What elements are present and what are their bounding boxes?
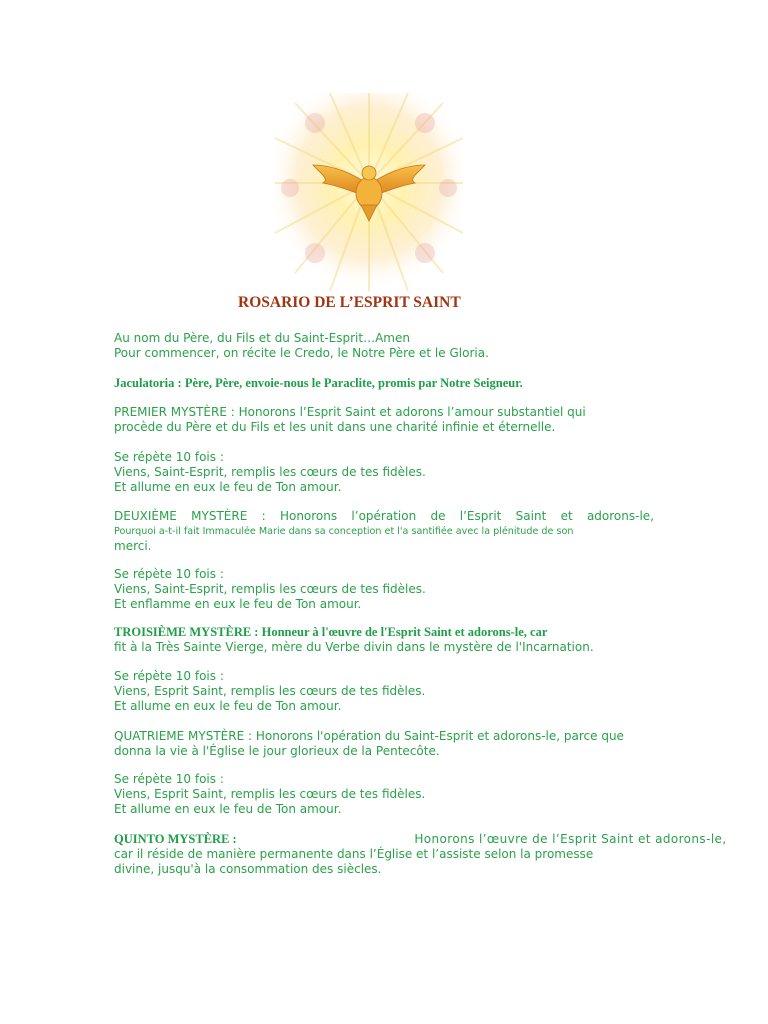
mystery-4-line-2: donna la vie à l'Église le jour glorieux de la Pentecôte. (114, 744, 440, 758)
prayer-line-2: Et allume en eux le feu de Ton amour. (114, 802, 342, 816)
prayer-line-1: Viens, Esprit Saint, remplis les cœurs de tes fidèles. (114, 787, 426, 801)
mystery-5-line-1-rest: Honorons l’œuvre de l’Esprit Saint et adorons-le, (414, 832, 727, 846)
mystery-1-prayer (114, 450, 654, 495)
mystery-5-block (114, 832, 727, 877)
intro-line-2: Pour commencer, on récite le Credo, le Notre Père et le Gloria. (114, 346, 489, 360)
mystery-2-line-2: Pourquoi a-t-il fait Immaculée Marie dans sa conception et l'a santifiée avec la plénitude de son (114, 526, 574, 537)
mystery-2-line-3: merci. (114, 539, 152, 553)
mystery-4-prayer (114, 772, 654, 817)
mystery-4-line-1: QUATRIEME MYSTÈRE : Honorons l'opération du Saint-Esprit et adorons-le, parce que (114, 729, 624, 743)
document-title: ROSARIO DE L’ESPRIT SAINT (238, 294, 461, 311)
prayer-line-1: Viens, Saint-Esprit, remplis les cœurs de tes fidèles. (114, 465, 426, 479)
dove-image (275, 93, 463, 291)
mystery-3-prayer (114, 669, 654, 714)
mystery-1-line-1: PREMIER MYSTÈRE : Honorons l’Esprit Saint et adorons l’amour substantiel qui (114, 405, 586, 419)
prayer-line-1: Viens, Saint-Esprit, remplis les cœurs de tes fidèles. (114, 582, 426, 596)
mystery-4-block (114, 729, 654, 759)
prayer-line-2: Et allume en eux le feu de Ton amour. (114, 699, 342, 713)
mystery-5-label: QUINTO MYSTÈRE : (114, 832, 237, 846)
mystery-2-line-1: DEUXIÈME MYSTÈRE : Honorons l’opération de l’Esprit Saint et adorons-le, (114, 509, 654, 523)
repeat-instruction: Se répète 10 fois : (114, 450, 224, 464)
prayer-line-1: Viens, Esprit Saint, remplis les cœurs de tes fidèles. (114, 684, 426, 698)
mystery-3-line-1: TROISIÈME MYSTÈRE : Honneur à l'œuvre de l'Esprit Saint et adorons-le, car (114, 625, 548, 639)
prayer-line-2: Et allume en eux le feu de Ton amour. (114, 480, 342, 494)
mystery-5-line-3: divine, jusqu'à la consommation des siècles. (114, 862, 382, 876)
mystery-1-block (114, 405, 654, 435)
mystery-5-line-2: car il réside de manière permanente dans l’Église et l’assiste selon la promesse (114, 847, 594, 861)
repeat-instruction: Se répète 10 fois : (114, 669, 224, 683)
dove-icon (275, 93, 463, 291)
mystery-3-line-2: fit à la Très Sainte Vierge, mère du Verbe divin dans le mystère de l'Incarnation. (114, 640, 594, 654)
mystery-2-prayer (114, 567, 654, 612)
repeat-instruction: Se répète 10 fois : (114, 567, 224, 581)
intro-block (114, 331, 654, 361)
prayer-line-2: Et enflamme en eux le feu de Ton amour. (114, 597, 362, 611)
jaculatoria-text: Jaculatoria : Père, Père, envoie-nous le Paraclite, promis par Notre Seigneur. (114, 376, 523, 390)
mystery-3-block (114, 625, 654, 655)
jaculatoria (114, 376, 654, 391)
mystery-1-line-2: procède du Père et du Fils et les unit dans une charité infinie et éternelle. (114, 420, 556, 434)
mystery-5-line-1 (114, 832, 727, 847)
mystery-2-block (114, 509, 654, 554)
intro-line-1: Au nom du Père, du Fils et du Saint-Esprit…Amen (114, 331, 410, 345)
repeat-instruction: Se répète 10 fois : (114, 772, 224, 786)
